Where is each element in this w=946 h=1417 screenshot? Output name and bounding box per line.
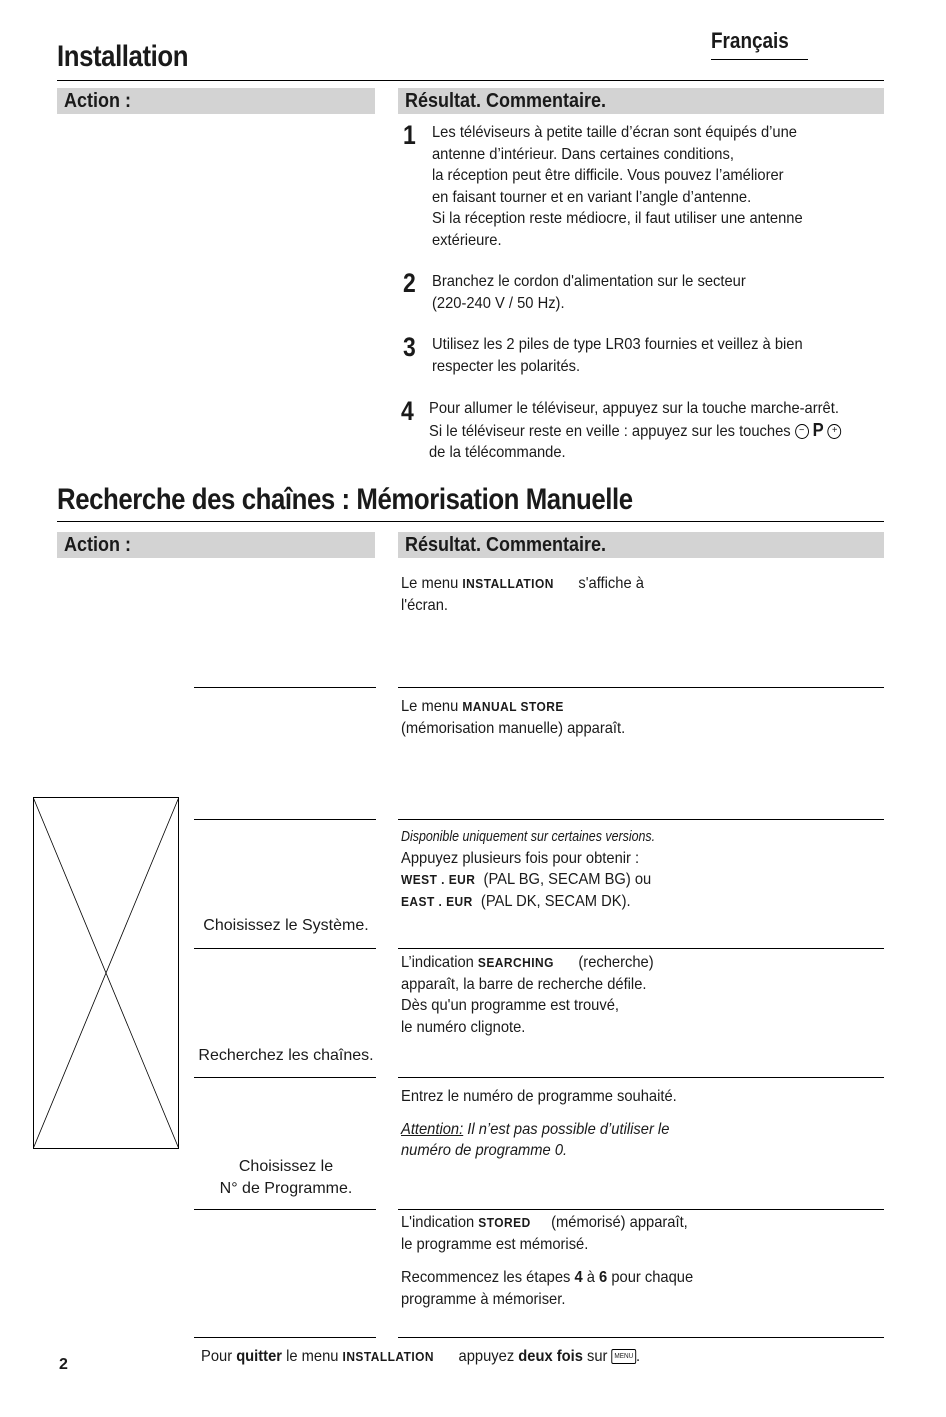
row-divider	[194, 1209, 376, 1210]
result-row-2: Le menu MANUAL STORE (mémorisation manuelle) apparaît.	[401, 698, 626, 737]
plus-key-icon: +	[828, 424, 842, 439]
step-number: 2	[403, 268, 416, 298]
result-header: Résultat. Commentaire.	[398, 532, 884, 558]
result-row-1: Le menu INSTALLATION s'affiche à l'écran.	[401, 575, 644, 614]
row-divider	[398, 1077, 884, 1078]
row-divider	[398, 687, 884, 688]
step-number: 1	[403, 120, 416, 150]
step-text: Pour allumer le téléviseur, appuyez sur la touche marche-arrêt. Si le téléviseur reste en veille : appuyez sur les touches − P + de la télécommande.	[429, 398, 877, 464]
page-number: 2	[59, 1356, 68, 1373]
image-placeholder	[33, 797, 179, 1149]
row-divider	[194, 819, 376, 820]
section-title-installation: Installation	[57, 40, 189, 73]
minus-key-icon: −	[795, 424, 809, 439]
row-divider	[398, 1337, 884, 1338]
result-row-3: Disponible uniquement sur certaines versions. Appuyez plusieurs fois pour obtenir : WEST . EUR (PAL BG, SECAM BG) ou EAST . EUR (PAL DK, SECAM DK).	[401, 828, 656, 910]
row-divider	[194, 1337, 376, 1338]
row-divider	[398, 948, 884, 949]
result-header: Résultat. Commentaire.	[398, 88, 884, 114]
step-number: 3	[403, 332, 416, 362]
action-choose-system: Choisissez le Système.	[203, 917, 369, 934]
action-header: Action :	[57, 88, 375, 114]
row-divider	[194, 1077, 376, 1078]
result-row-5: Entrez le numéro de programme souhaité. Attention: Il n’est pas possible d’utiliser le numéro de programme 0.	[401, 1088, 677, 1159]
row-divider	[194, 687, 376, 688]
p-key-label: P	[812, 419, 824, 440]
footer-instruction: Pour quitter le menu INSTALLATION appuyez deux fois sur MENU .	[201, 1348, 641, 1365]
action-choose-program: Choisissez le N° de Programme.	[219, 1158, 353, 1197]
action-header: Action :	[57, 532, 375, 558]
row-divider	[398, 1209, 884, 1210]
section-rule	[57, 521, 884, 522]
step-text: Branchez le cordon d'alimentation sur le secteur (220-240 V / 50 Hz).	[432, 273, 746, 312]
step-text: Utilisez les 2 piles de type LR03 fournies et veillez à bien respecter les polarités.	[432, 336, 803, 375]
row-divider	[398, 819, 884, 820]
menu-key-icon: MENU	[612, 1349, 636, 1364]
result-row-6: L'indication STORED (mémorisé) apparaît, le programme est mémorisé. Recommencez les étapes 4 à 6 pour chaque programme à mémoriser.	[401, 1214, 694, 1308]
row-divider	[194, 948, 376, 949]
language-underline	[711, 59, 808, 60]
result-row-4: L’indication SEARCHING (recherche) apparaît, la barre de recherche défile. Dès qu'un programme est trouvé, le numéro clignote.	[401, 954, 654, 1036]
step-number: 4	[401, 396, 414, 426]
section-rule	[57, 80, 884, 81]
section-title-manual-store: Recherche des chaînes : Mémorisation Manuelle	[57, 483, 633, 516]
language-label: Français	[711, 28, 789, 53]
action-search-channels: Recherchez les chaînes.	[198, 1047, 374, 1064]
step-text: Les téléviseurs à petite taille d’écran sont équipés d’une antenne d’intérieur. Dans certaines conditions, la réception peut être difficile. Vous pouvez l’améliorer en faisant tourner et en variant l’angle d’antenne. Si la réception reste médiocre, il faut utiliser une antenne extérieure.	[432, 124, 803, 249]
